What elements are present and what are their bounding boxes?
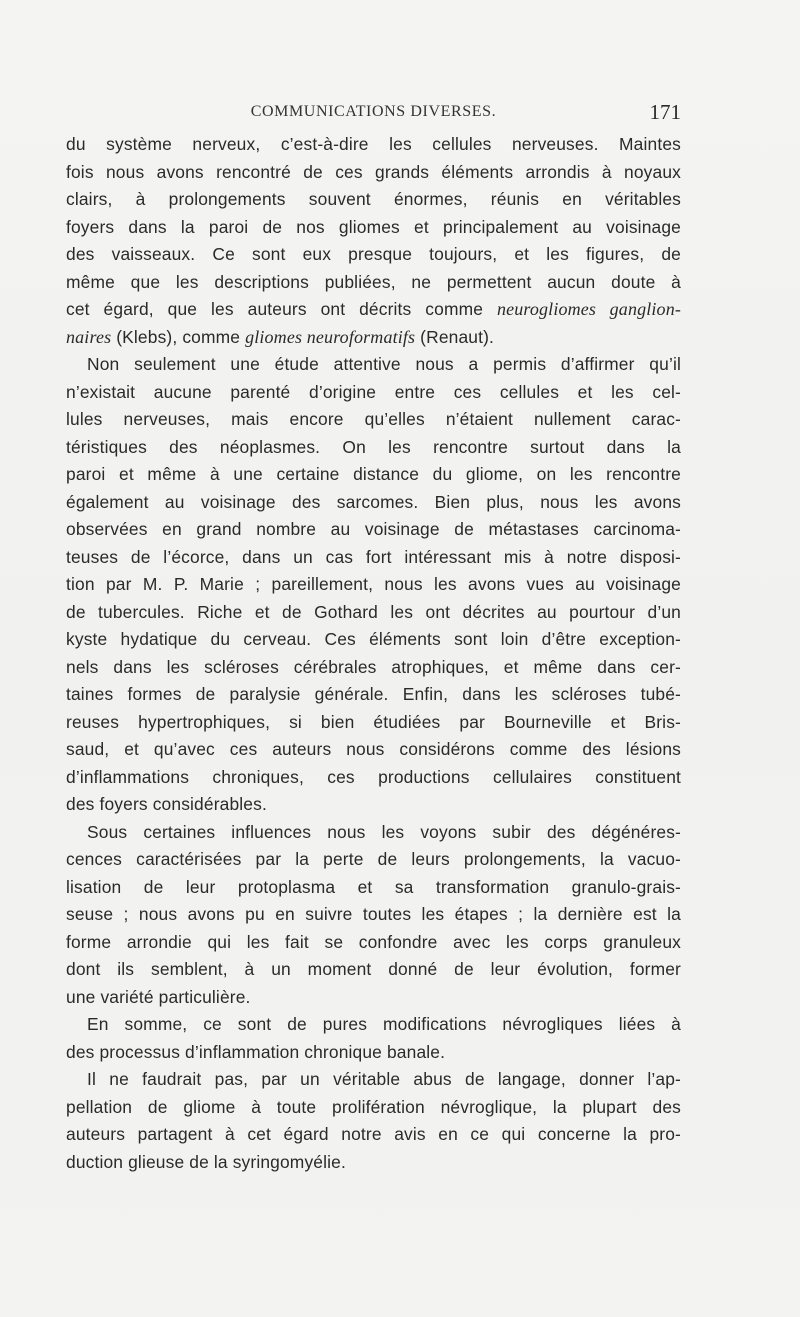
text-line: pellation de gliome à toute prolifération névroglique, la plupart des [66, 1096, 681, 1117]
body-text [66, 131, 681, 1176]
text-line: clairs, à prolongements souvent énormes, réunis en véritables [66, 189, 681, 209]
paragraph-start: En somme, ce sont de pures modifications névrogliques liées à [87, 1014, 681, 1034]
text-line: n’existait aucune parenté d’origine entre ces cellules et les cel- [66, 381, 681, 402]
text-line: reuses hypertrophiques, si bien étudiées par Bourneville et Bris- [66, 711, 681, 732]
text-line: d’inflammations chroniques, ces productions cellulaires constituent [66, 766, 681, 787]
text-line: seuse ; nous avons pu en suivre toutes les étapes ; la dernière est la [66, 904, 681, 924]
text-line [66, 324, 681, 352]
text-line: lisation de leur protoplasma et sa transformation granulo-grais- [66, 876, 681, 897]
text-line [66, 296, 681, 324]
text-line: forme arrondie qui les fait se confondre avec les corps granuleux [66, 931, 681, 952]
text-line: duction glieuse de la syringomyélie. [66, 1151, 346, 1172]
page-number: 171 [649, 100, 681, 124]
text-line: des processus d’inflammation chronique banale. [66, 1041, 446, 1062]
italic-term: neurogliomes ganglion- [496, 299, 681, 319]
text-line: taines formes de paralysie générale. Enfin, dans les scléroses tubé- [66, 684, 681, 704]
text-line: auteurs partagent à cet égard notre avis en ce qui concerne la pro- [66, 1124, 681, 1144]
text-line: observées en grand nombre au voisinage de métastases carcinoma- [66, 519, 681, 539]
text-line: paroi et même à une certaine distance du gliome, on les rencontre [66, 464, 681, 484]
text-line: lules nerveuses, mais encore qu’elles n’étaient nullement carac- [66, 409, 681, 429]
text-line: téristiques des néoplasmes. On les rencontre surtout dans la [66, 436, 681, 457]
text-line: même que les descriptions publiées, ne permettent aucun doute à [66, 271, 681, 292]
text-line: une variété particulière. [66, 986, 251, 1007]
text-line: teuses de l’écorce, dans un cas fort intéressant mis à notre disposi- [66, 546, 681, 567]
text-line: nels dans les scléroses cérébrales atrophiques, et même dans cer- [66, 656, 681, 677]
text-line: de tubercules. Riche et de Gothard les ont décrites au pourtour d’un [66, 601, 681, 622]
text-line: saud, et qu’avec ces auteurs nous considérons comme des lésions [66, 739, 681, 759]
text-line: du système nerveux, c’est-à-dire les cellules nerveuses. Maintes [66, 134, 681, 154]
running-title: COMMUNICATIONS DIVERSES. [250, 103, 497, 120]
paragraph-start: Sous certaines influences nous les voyons subir des dégénéres- [87, 821, 681, 842]
paragraph-start: Il ne faudrait pas, par un véritable abus de langage, donner l’ap- [87, 1069, 681, 1089]
italic-term: gliomes neuroformatifs [245, 326, 416, 347]
text-line: des foyers considérables. [66, 794, 267, 814]
running-head [66, 100, 681, 124]
text-run: cet égard, que les auteurs ont décrits comme [66, 299, 497, 319]
text-run: (Klebs), comme [111, 326, 246, 347]
text-line: dont ils semblent, à un moment donné de leur évolution, former [66, 959, 681, 979]
text-line: tion par M. P. Marie ; pareillement, nous les avons vues au voisinage [66, 574, 681, 594]
italic-term: naires [66, 326, 112, 347]
text-run: (Renaut). [415, 326, 495, 347]
text-line: foyers dans la paroi de nos gliomes et principalement au voisinage [66, 216, 681, 237]
text-line: fois nous avons rencontré de ces grands éléments arrondis à noyaux [66, 161, 681, 182]
text-line: kyste hydatique du cerveau. Ces éléments sont loin d’être exception- [66, 629, 681, 649]
text-line: également au voisinage des sarcomes. Bien plus, nous les avons [66, 491, 681, 512]
paragraph-start: Non seulement une étude attentive nous a permis d’affirmer qu’il [87, 354, 681, 374]
text-line: des vaisseaux. Ce sont eux presque toujours, et les figures, de [66, 244, 681, 264]
text-line: cences caractérisées par la perte de leurs prolongements, la vacuo- [66, 849, 681, 869]
